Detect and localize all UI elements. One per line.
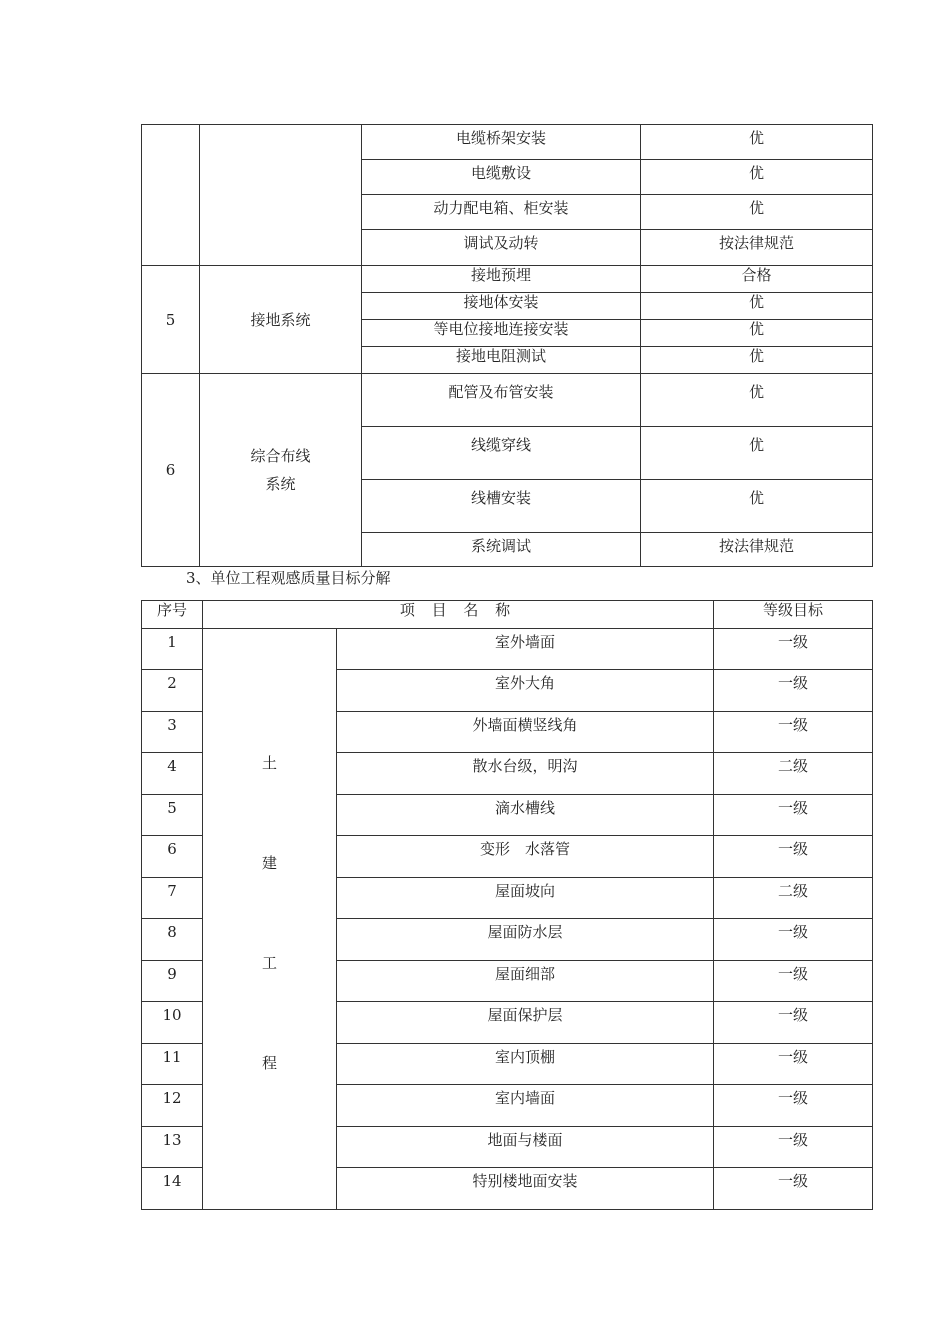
item-cell: 特别楼地面安装: [337, 1168, 714, 1210]
grade-cell: 一级: [714, 1085, 873, 1127]
subsystem-quality-table: [141, 124, 873, 567]
item-cell: 等电位接地连接安装: [362, 320, 641, 347]
grade-cell: 合格: [641, 266, 873, 293]
item-cell: 线槽安装: [362, 480, 641, 533]
table-row: [142, 374, 873, 427]
grade-cell: 优: [641, 480, 873, 533]
item-cell: 线缆穿线: [362, 427, 641, 480]
item-cell: 屋面保护层: [337, 1002, 714, 1044]
row-number: 9: [142, 961, 203, 1002]
item-cell: 调试及动转: [362, 230, 641, 266]
group-number-cell: 6: [142, 374, 200, 567]
category-cell: [203, 629, 337, 1210]
item-cell: 室外墙面: [337, 629, 714, 670]
row-number: 11: [142, 1044, 203, 1085]
row-number: 3: [142, 712, 203, 753]
row-number: 12: [142, 1085, 203, 1127]
item-cell: 电缆敷设: [362, 160, 641, 195]
section-heading: 3、单位工程观感质量目标分解: [186, 569, 391, 587]
item-cell: 动力配电箱、柜安装: [362, 195, 641, 230]
item-cell: 电缆桥架安装: [362, 125, 641, 160]
grade-cell: 一级: [714, 1044, 873, 1085]
row-number: 7: [142, 878, 203, 919]
item-cell: 屋面坡向: [337, 878, 714, 919]
row-number: 5: [142, 795, 203, 836]
grade-cell: 一级: [714, 836, 873, 878]
category-char: 程: [261, 1054, 277, 1072]
item-cell: 接地体安装: [362, 293, 641, 320]
header-grade: 等级目标: [714, 601, 873, 629]
category-char: 建: [261, 854, 277, 872]
item-cell: 室内墙面: [337, 1085, 714, 1127]
row-number: 14: [142, 1168, 203, 1210]
item-cell: 散水台级，明沟: [337, 753, 714, 795]
grade-cell: 优: [641, 347, 873, 374]
grade-cell: 一级: [714, 712, 873, 753]
category-char: 工: [261, 954, 277, 972]
grade-cell: 一级: [714, 629, 873, 670]
group-number-cell: [142, 125, 200, 266]
row-number: 13: [142, 1127, 203, 1168]
item-cell: 接地电阻测试: [362, 347, 641, 374]
grade-cell: 一级: [714, 1168, 873, 1210]
grade-cell: 优: [641, 427, 873, 480]
row-number: 8: [142, 919, 203, 961]
table-row: [142, 266, 873, 293]
grade-cell: 按法律规范: [641, 533, 873, 567]
grade-cell: 优: [641, 320, 873, 347]
header-no: 序号: [142, 601, 203, 629]
item-cell: 屋面细部: [337, 961, 714, 1002]
table-row: [142, 629, 873, 670]
item-cell: 配管及布管安装: [362, 374, 641, 427]
table-header-row: [142, 601, 873, 629]
grade-cell: 一级: [714, 961, 873, 1002]
item-cell: 地面与楼面: [337, 1127, 714, 1168]
grade-cell: 一级: [714, 795, 873, 836]
group-name-cell: 接地系统: [200, 266, 362, 374]
grade-cell: 优: [641, 374, 873, 427]
grade-cell: 二级: [714, 753, 873, 795]
item-cell: 外墙面横竖线角: [337, 712, 714, 753]
item-cell: 室内顶棚: [337, 1044, 714, 1085]
grade-cell: 一级: [714, 1127, 873, 1168]
group-name-cell: [200, 374, 362, 567]
row-number: 4: [142, 753, 203, 795]
grade-cell: 按法律规范: [641, 230, 873, 266]
grade-cell: 优: [641, 125, 873, 160]
item-cell: 滴水槽线: [337, 795, 714, 836]
row-number: 10: [142, 1002, 203, 1044]
grade-cell: 优: [641, 160, 873, 195]
row-number: 6: [142, 836, 203, 878]
group-number-cell: 5: [142, 266, 200, 374]
header-item-name: 项 目 名 称: [203, 601, 714, 629]
item-cell: 室外大角: [337, 670, 714, 712]
grade-cell: 一级: [714, 1002, 873, 1044]
table-row: [142, 125, 873, 160]
grade-cell: 优: [641, 293, 873, 320]
item-cell: 屋面防水层: [337, 919, 714, 961]
item-cell: 接地预埋: [362, 266, 641, 293]
category-char: 土: [261, 754, 277, 772]
group-name-line: 系统: [265, 475, 296, 493]
item-cell: 系统调试: [362, 533, 641, 567]
item-cell: 变形 水落管: [337, 836, 714, 878]
grade-cell: 二级: [714, 878, 873, 919]
appearance-quality-table: [141, 600, 873, 1210]
group-name-cell: [200, 125, 362, 266]
grade-cell: 一级: [714, 670, 873, 712]
row-number: 1: [142, 629, 203, 670]
grade-cell: 优: [641, 195, 873, 230]
group-name-line: 综合布线: [250, 447, 311, 465]
grade-cell: 一级: [714, 919, 873, 961]
row-number: 2: [142, 670, 203, 712]
